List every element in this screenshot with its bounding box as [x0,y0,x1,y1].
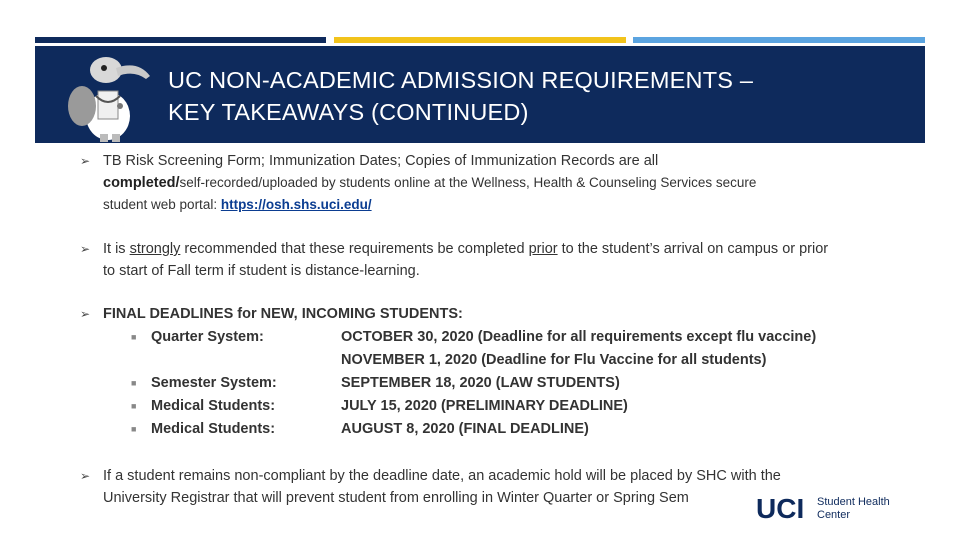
rec-text-1: It is [103,241,130,257]
tb-rest2: student web portal: [103,197,221,212]
deadline-value: AUGUST 8, 2020 (FINAL DEADLINE) [341,421,589,437]
square-bullet-icon: ■ [131,378,137,388]
page-title [168,64,868,128]
deadline-value: OCTOBER 30, 2020 (Deadline for all requirements except flu vaccine) [341,329,817,345]
tb-lead-bold: completed/ [103,175,180,191]
rec-text-2: recommended that these requirements be completed [180,241,529,257]
arrow-bullet-icon: ➢ [80,242,91,256]
square-bullet-icon: ■ [131,332,137,342]
student-portal-link[interactable]: https://osh.shs.uci.edu/ [220,197,372,212]
title-line-2: KEY TAKEAWAYS (CONTINUED) [168,99,529,125]
deadline-value: NOVEMBER 1, 2020 (Deadline for Flu Vaccine for all students) [341,352,767,368]
deadline-value: JULY 15, 2020 (PRELIMINARY DEADLINE) [341,398,628,414]
logo-line-2: Center [817,509,851,521]
uci-student-health-logo [750,490,930,530]
bullet-recommendation [103,238,913,282]
arrow-bullet-icon: ➢ [80,307,91,321]
rec-prior: prior [528,241,558,257]
title-line-1: UC NON-ACADEMIC ADMISSION REQUIREMENTS – [168,67,754,93]
arrow-bullet-icon: ➢ [80,154,91,168]
deadline-label: Medical Students: [151,398,276,414]
deadline-label: Semester System: [151,375,277,391]
logo-line-1: Student Health [817,496,890,508]
square-bullet-icon: ■ [131,424,137,434]
stripe-gold [334,37,626,43]
anteater-mascot-icon [58,46,158,143]
deadlines-heading: FINAL DEADLINES for NEW, INCOMING STUDENTS: [103,306,463,322]
stripe-light-blue [633,37,925,43]
deadline-label: Quarter System: [151,329,264,345]
deadline-label: Medical Students: [151,421,276,437]
bullet-tb-screening [103,150,913,216]
logo-mark: UCI [756,493,805,524]
tb-rest: self-recorded/uploaded by students online at the Wellness, Health & Counseling Services secure [179,175,757,190]
hold-line-2: University Registrar that will prevent student from enrolling in Winter Quarter or Spring Sem [103,490,689,506]
hold-line-1: If a student remains non-compliant by the deadline date, an academic hold will be placed by SHC with the [103,468,781,484]
rec-strongly: strongly [129,241,181,257]
stripe-navy [35,37,326,43]
tb-lead: TB Risk Screening Form; Immunization Dates; Copies of Immunization Records are all [103,153,659,169]
deadline-value: SEPTEMBER 18, 2020 (LAW STUDENTS) [341,375,620,391]
square-bullet-icon: ■ [131,401,137,411]
rec-text-3: to the student’s arrival on campus or prior [557,241,829,257]
arrow-bullet-icon: ➢ [80,469,91,483]
rec-text-4: to start of Fall term if student is distance-learning. [103,263,420,279]
logo-text [817,496,890,522]
